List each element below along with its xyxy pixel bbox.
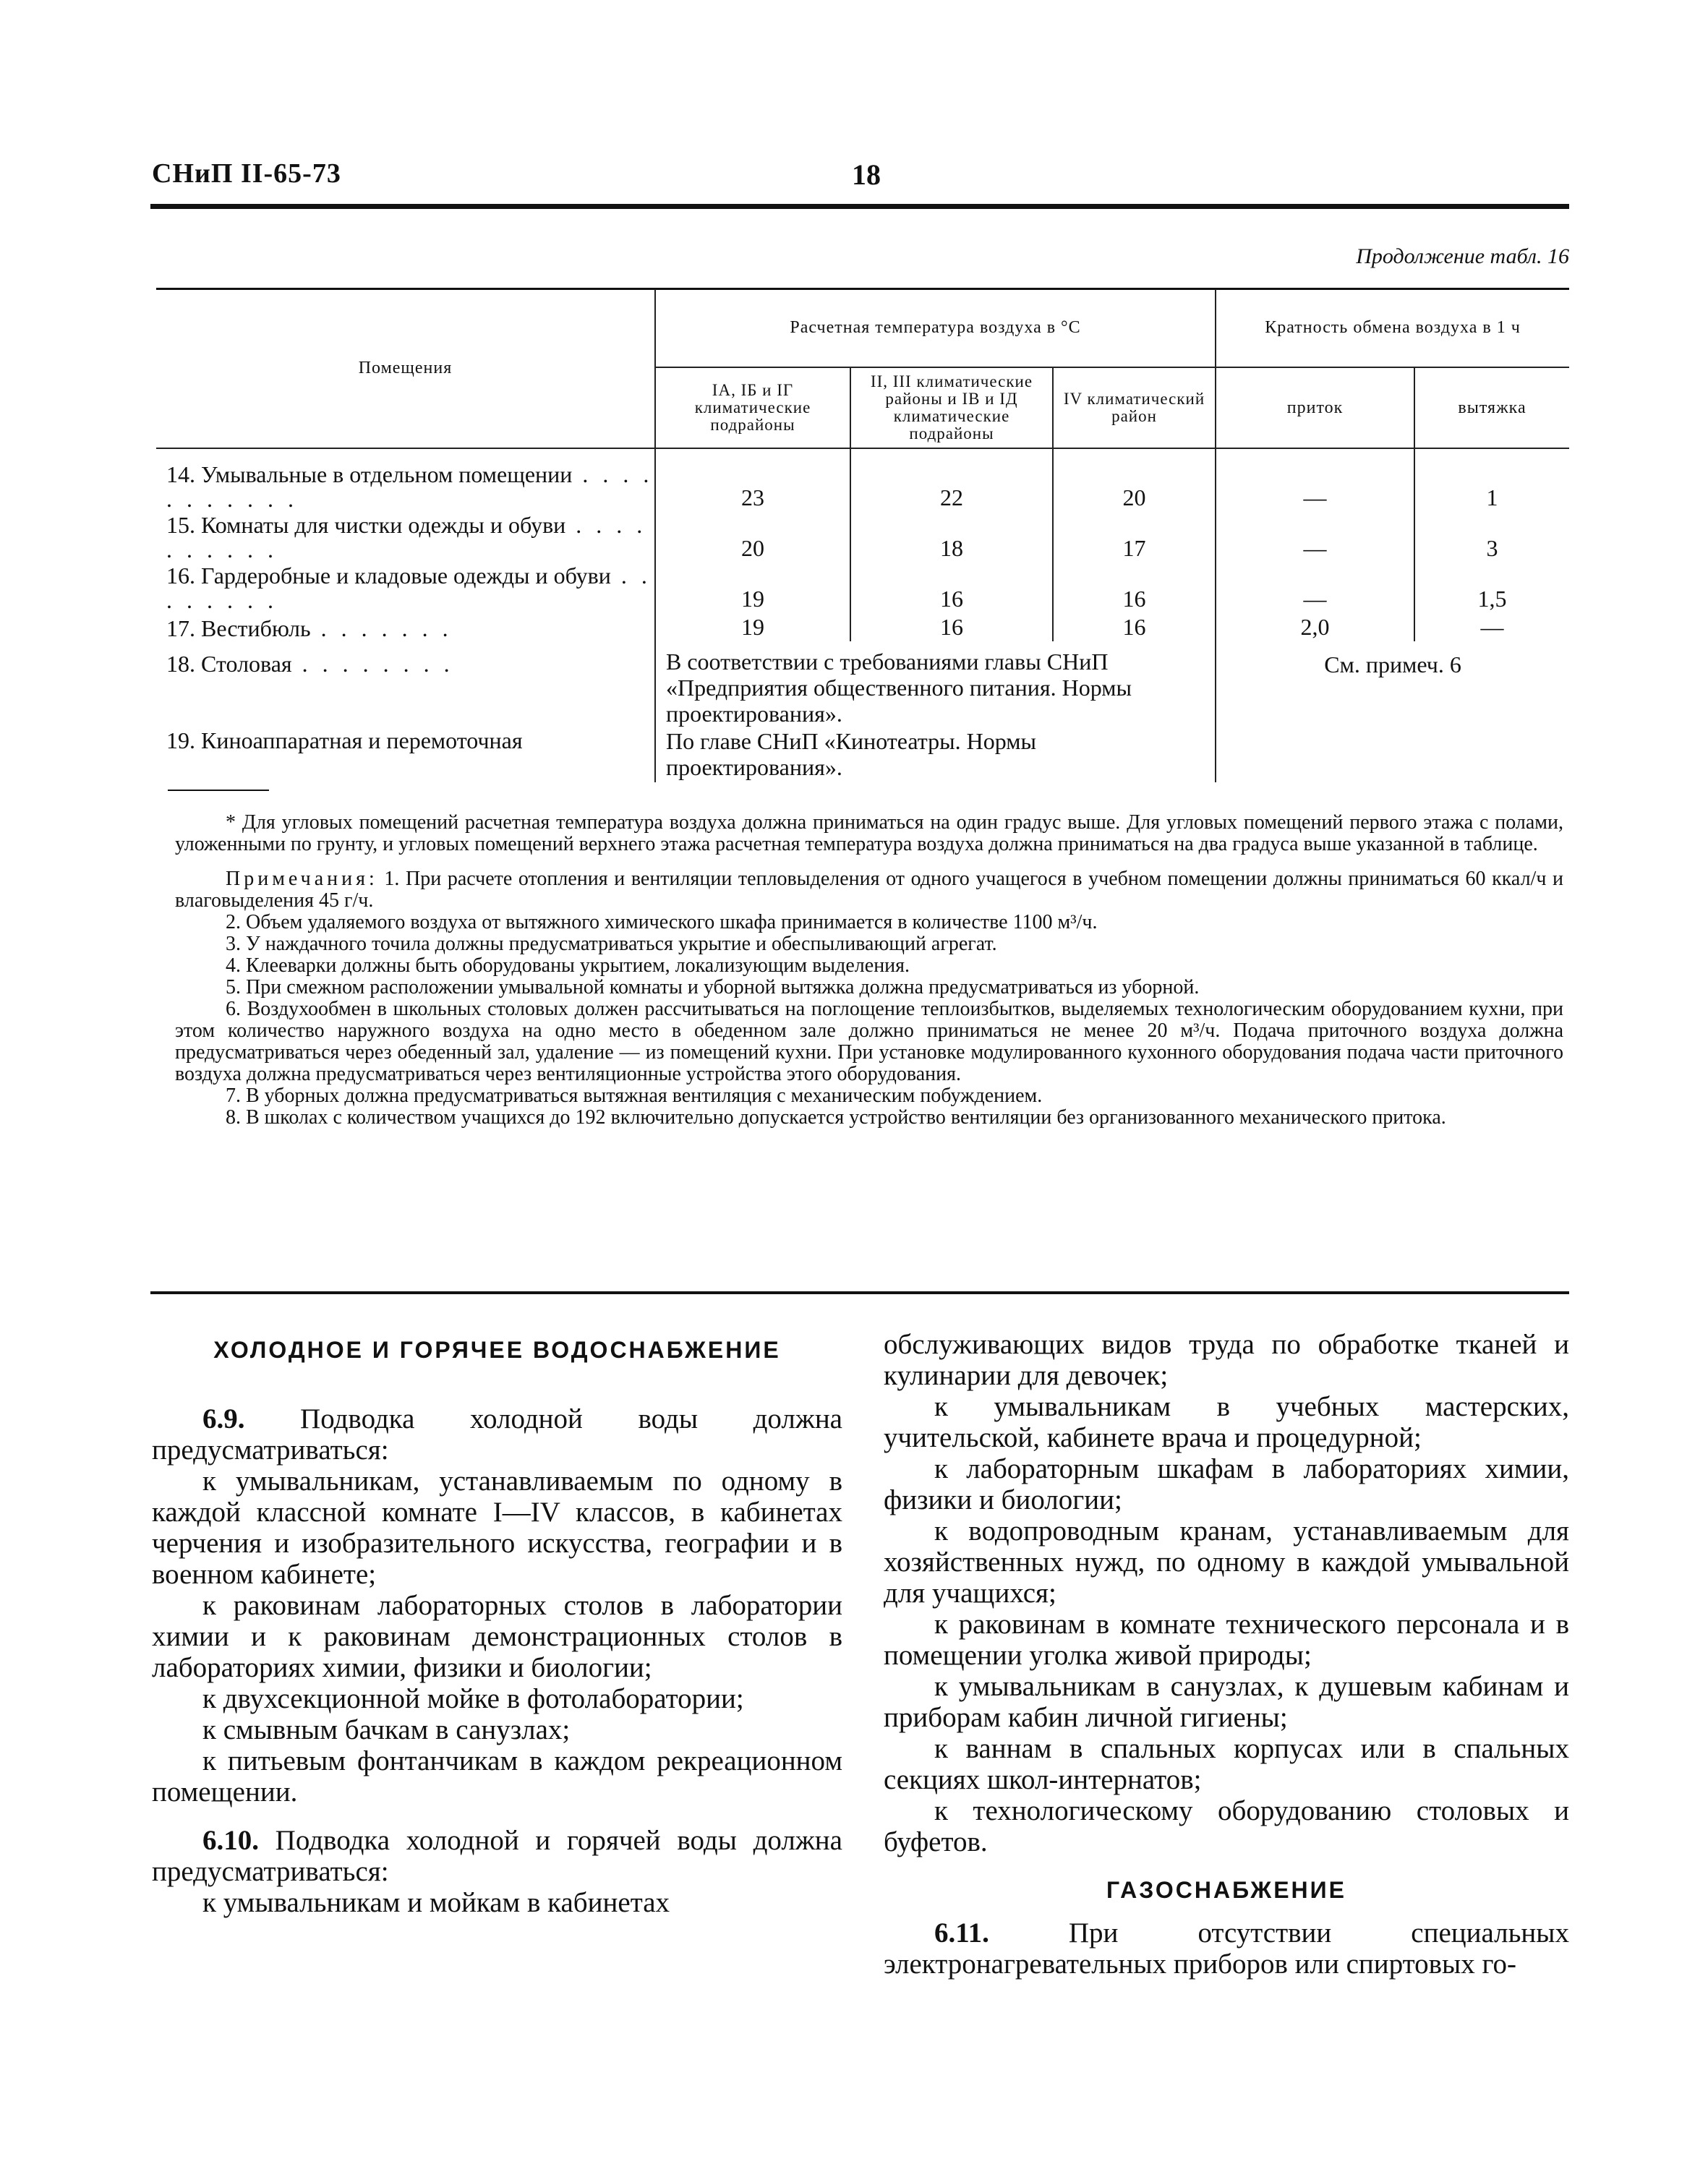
header-zone-3: IV климатический район [1053, 367, 1216, 448]
list-item: к водопроводным кранам, устанавливаемым для хозяйственных нужд, по одному в каждой умывальной для учащихся; [884, 1515, 1569, 1609]
clause-number: 6.9. [202, 1403, 245, 1434]
list-item: к лабораторным шкафам в лабораториях химии, физики и биологии; [884, 1453, 1569, 1515]
temp-zone-1: 23 [655, 448, 850, 512]
list-item: к ваннам в спальных корпусах или в спальных секциях школ-интернатов; [884, 1733, 1569, 1795]
row-19-requirement: По главе СНиП «Кинотеатры. Нормы проектирования». [655, 727, 1216, 782]
header-rule [150, 204, 1569, 209]
header-temperature: Расчетная температура воздуха в °С [655, 289, 1216, 367]
table-row [156, 613, 1569, 641]
table-row [156, 727, 1569, 782]
temp-zone-3: 17 [1053, 512, 1216, 563]
note-2: 2. Объем удаляемого воздуха от вытяжного химического шкафа принимается в количестве 1100 м³/ч. [226, 911, 1098, 933]
inflow-value: — [1216, 448, 1414, 512]
note-6: 6. Воздухообмен в школьных столовых должен рассчитываться на поглощение теплоизбытков, выделяемых технологическим оборудованием кухни, при этом количество наружного воздуха на одно место в обеденном зале должно приниматься не менее 20 м³/ч. Подача приточного воздуха должна предусматриваться через обеденный зал, удаление — из помещений кухни. При установке модулированного кухонного оборудования подача части приточного воздуха должна предусматриваться через вентиляционные устройства этого оборудования. [175, 998, 1563, 1085]
section-heading-water: ХОЛОДНОЕ И ГОРЯЧЕЕ ВОДОСНАБЖЕНИЕ [213, 1337, 781, 1363]
header-outflow: вытяжка [1414, 367, 1569, 448]
notes-label: Примечания: [226, 868, 378, 890]
inflow-value: — [1216, 563, 1414, 613]
table-continuation-label: Продолжение табл. 16 [1356, 244, 1569, 268]
table-row [156, 448, 1569, 512]
temp-zone-2: 18 [850, 512, 1053, 563]
section-heading-gas: ГАЗОСНАБЖЕНИЕ [1106, 1877, 1346, 1903]
header-zone-2: II, III климатические районы и IВ и IД климатические подрайоны [850, 367, 1053, 448]
note-3: 3. У наждачного точила должны предусматриваться укрытие и обеспыливающий агрегат. [226, 933, 997, 955]
footnote: * Для угловых помещений расчетная температура воздуха должна приниматься на один градус выше. Для угловых помещений первого этажа с полами, уложенными по грунту, и угловых помещений верхнего этажа расчетная температура воздуха должна приниматься на два градуса выше указанной в таблице. [175, 811, 1563, 855]
clause-number: 6.11. [934, 1917, 989, 1949]
room-name: 17. Вестибюль . . . . . . . [166, 615, 453, 641]
table-notes [175, 812, 1563, 1129]
note-1: Примечания: 1. При расчете отопления и вентиляции тепловыделения от одного учащегося в учебном помещении должны приниматься 60 ккал/ч и влаговыделения 45 г/ч. [175, 868, 1563, 912]
row-19-exchange [1216, 727, 1569, 782]
document-code: СНиП II-65-73 [152, 158, 341, 189]
outflow-value: 1 [1414, 448, 1569, 512]
note-5: 5. При смежном расположении умывальной комнаты и уборной вытяжка должна предусматриваться из уборной. [226, 976, 1200, 998]
temp-zone-3: 20 [1053, 448, 1216, 512]
clause-number: 6.10. [202, 1825, 259, 1856]
list-item: к умывальникам в санузлах, к душевым кабинам и приборам кабин личной гигиены; [884, 1671, 1569, 1733]
outflow-value: — [1414, 613, 1569, 641]
outflow-value: 3 [1414, 512, 1569, 563]
header-zone-1: IA, IБ и IГ климатические подрайоны [655, 367, 850, 448]
list-item: к умывальникам и мойкам в кабинетах [202, 1887, 670, 1918]
table-row [156, 512, 1569, 563]
temp-zone-3: 16 [1053, 613, 1216, 641]
clause-6-9: 6.9. Подводка холодной воды должна предусматриваться: [152, 1403, 842, 1466]
clause-6-11: 6.11. При отсутствии специальных электронагревательных приборов или спиртовых го- [884, 1917, 1570, 1980]
row-18-requirement: В соответствии с требованиями главы СНиП «Предприятия общественного питания. Нормы проектирования». [655, 641, 1216, 727]
inflow-value: 2,0 [1216, 613, 1414, 641]
room-name: 16. Гардеробные и кладовые одежды и обуви . . . . . . . . [166, 563, 652, 613]
room-name: 15. Комнаты для чистки одежды и обуви . . . . . . . . . . [166, 512, 647, 563]
note-7: 7. В уборных должна предусматриваться вытяжная вентиляция с механическим побуждением. [226, 1085, 1043, 1107]
header-inflow: приток [1216, 367, 1414, 448]
room-name: 14. Умывальные в отдельном помещении . . . . . . . . . . . [166, 461, 654, 512]
list-item: к двухсекционной мойке в фотолаборатории; [202, 1683, 744, 1714]
list-item: к раковинам лабораторных столов в лаборатории химии и к раковинам демонстрационных столов в лабораториях химии, физики и биологии; [152, 1590, 842, 1683]
room-name: 18. Столовая . . . . . . . . [166, 651, 454, 677]
temp-zone-2: 22 [850, 448, 1053, 512]
row-18-exchange-note: См. примеч. 6 [1216, 641, 1569, 727]
temp-zone-2: 16 [850, 563, 1053, 613]
list-item-continuation: обслуживающих видов труда по обработке тканей и кулинарии для девочек; [884, 1329, 1569, 1391]
outflow-value: 1,5 [1414, 563, 1569, 613]
list-item: к умывальникам в учебных мастерских, учительской, кабинете врача и процедурной; [884, 1391, 1569, 1453]
list-item: к раковинам в комнате технического персонала и в помещении уголка живой природы; [884, 1609, 1569, 1671]
left-column [152, 1329, 842, 1918]
footnote-rule [168, 790, 269, 791]
header-air-exchange: Кратность обмена воздуха в 1 ч [1216, 289, 1569, 367]
table-row [156, 563, 1569, 613]
header-rooms: Помещения [156, 289, 655, 448]
note-8: 8. В школах с количеством учащихся до 192 включительно допускается устройство вентиляции без организованного механического притока. [226, 1106, 1446, 1129]
list-item: к умывальникам, устанавливаемым по одному в каждой классной комнате I—IV классов, в кабинетах черчения и изобразительного искусства, географии и в военном кабинете; [152, 1466, 842, 1590]
notes-bottom-rule [150, 1291, 1569, 1294]
room-name: 19. Киноаппаратная и перемоточная [166, 727, 523, 753]
list-item: к питьевым фонтанчикам в каждом рекреационном помещении. [152, 1745, 842, 1808]
table-row [156, 641, 1569, 727]
note-4: 4. Клееварки должны быть оборудованы укрытием, локализующим выделения. [226, 954, 910, 977]
temp-zone-3: 16 [1053, 563, 1216, 613]
table-16 [156, 289, 1569, 782]
inflow-value: — [1216, 512, 1414, 563]
temp-zone-1: 19 [655, 613, 850, 641]
temp-zone-1: 20 [655, 512, 850, 563]
temp-zone-2: 16 [850, 613, 1053, 641]
list-item: к технологическому оборудованию столовых и буфетов. [884, 1795, 1569, 1857]
clause-6-10: 6.10. Подводка холодной и горячей воды должна предусматриваться: [152, 1825, 842, 1887]
list-item: к смывным бачкам в санузлах; [202, 1714, 571, 1745]
page-number: 18 [852, 158, 881, 191]
right-column [884, 1329, 1569, 1980]
temp-zone-1: 19 [655, 563, 850, 613]
